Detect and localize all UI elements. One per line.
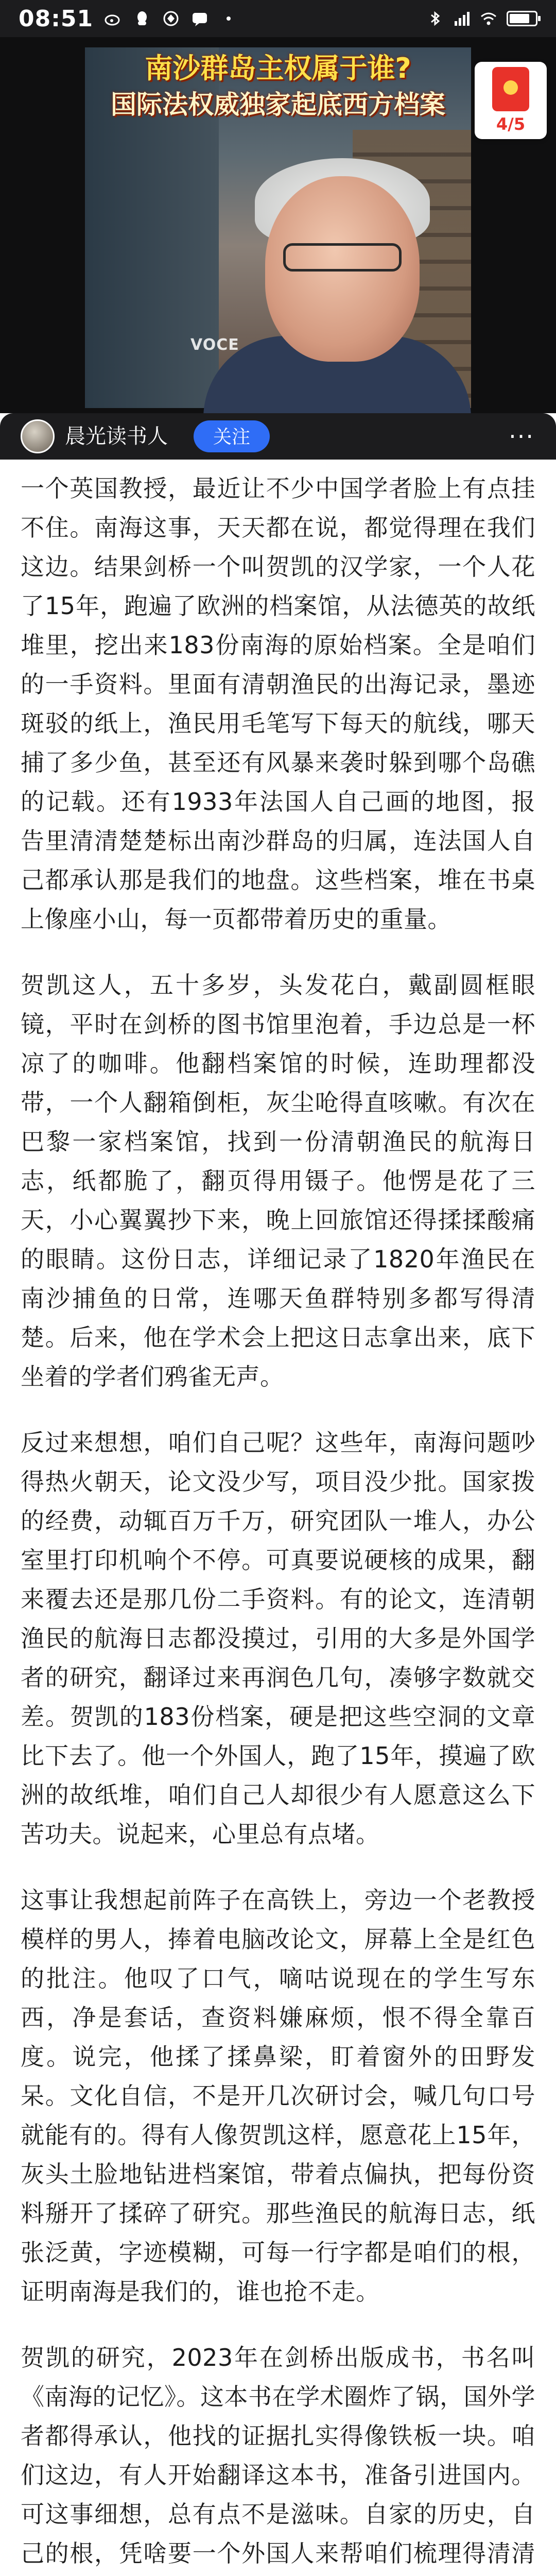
more-options-icon[interactable]: ··· (509, 422, 534, 450)
bluetooth-icon (426, 10, 444, 27)
status-bar (0, 0, 556, 37)
red-packet-widget[interactable] (475, 62, 547, 139)
signal-icon (453, 10, 471, 27)
paragraph: 贺凯这人，五十多岁，头发花白，戴副圆框眼镜，平时在剑桥的图书馆里泡着，手边总是一杯凉了的咖啡。他翻档案馆的时候，连助理都没带，一个人翻箱倒柜，灰尘呛得直咳嗽。有次在巴黎一家档案馆，找到一份清朝渔民的航海日志，纸都脆了，翻页得用镊子。他愣是花了三天，小心翼翼抄下来，晚上回旅馆还得揉揉酸痛的眼睛。这份日志，详细记录了1820年渔民在南沙捕鱼的日常，连哪天鱼群特别多都写得清楚。后来，他在学术会上把这日志拿出来，底下坐着的学者们鸦雀无声。 (21, 971, 535, 1391)
status-time: 08:51 (19, 5, 94, 32)
caption-line-1: 南沙群岛主权属于谁? (145, 52, 411, 84)
weibo-icon (105, 10, 122, 27)
follow-button[interactable]: 关注 (194, 420, 270, 452)
browser-icon (162, 10, 180, 27)
red-packet-icon (492, 67, 529, 111)
caption-line-2: 国际法权威独家起底西方档案 (111, 90, 445, 120)
battery-icon (507, 11, 537, 26)
wifi-icon (480, 10, 497, 27)
qq-icon (133, 10, 151, 27)
avatar[interactable] (21, 419, 55, 453)
paragraph: 贺凯的研究，2023年在剑桥出版成书，书名叫《南海的记忆》。这本书在学术圈炸了锅，国外学者都得承认，他找的证据扎实得像铁板一块。咱们这边，有人开始翻译这本书，准备引进国内。可这事细想，总有点不是滋味。自家的历史，自己的根，凭啥要一个外国人来帮咱们梳理得清清 (21, 2344, 535, 2567)
video-player[interactable] (0, 37, 556, 413)
paragraph: 这事让我想起前阵子在高铁上，旁边一个老教授模样的男人，捧着电脑改论文，屏幕上全是红色的批注。他叹了口气，嘀咕说现在的学生写东西，净是套话，查资料嫌麻烦，恨不得全靠百度。说完，他揉了揉鼻梁，盯着窗外的田野发呆。文化自信，不是开几次研讨会，喊几句口号就能有的。得有人像贺凯这样，愿意花上15年，灰头土脸地钻进档案馆，带着点偏执，把每份资料掰开了揉碎了研究。那些渔民的航海日志，纸张泛黄，字迹模糊，可每一行字都是咱们的根，证明南海是我们的，谁也抢不走。 (21, 1886, 535, 2306)
more-dot-icon (220, 10, 237, 27)
message-icon (191, 10, 208, 27)
article-body (21, 469, 535, 2576)
paragraph: 反过来想想，咱们自己呢？这些年，南海问题吵得热火朝天，论文没少写，项目没少批。国家拨的经费，动辄百万千万，研究团队一堆人，办公室里打印机响个不停。可真要说硬核的成果，翻来覆去还是那几份二手资料。有的论文，连清朝渔民的航海日志都没摸过，引用的大多是外国学者的研究，翻译过来再润色几句，凑够字数就交差。贺凯的183份档案，硬是把这些空洞的文章比下去了。他一个外国人，跑了15年，摸遍了欧洲的故纸堆，咱们自己人却很少有人愿意这么下苦功夫。说起来，心里总有点堵。 (21, 1429, 535, 1848)
red-packet-progress: 4/5 (496, 114, 526, 134)
channel-logo: VOCE (190, 336, 239, 354)
author-name[interactable]: 晨光读书人 (65, 425, 168, 448)
author-bar (0, 413, 556, 460)
paragraph: 一个英国教授，最近让不少中国学者脸上有点挂不住。南海这事，天天都在说，都觉得理在我们这边。结果剑桥一个叫贺凯的汉学家，一个人花了15年，跑遍了欧洲的档案馆，从法德英的故纸堆里，挖出来183份南海的原始档案。全是咱们的一手资料。里面有清朝渔民的出海记录，墨迹斑驳的纸上，渔民用毛笔写下每天的航线，哪天捕了多少鱼，甚至还有风暴来袭时躲到哪个岛礁的记载。还有1933年法国人自己画的地图，报告里清清楚楚标出南沙群岛的归属，连法国人自己都承认那是我们的地盘。这些档案，堆在书桌上像座小山，每一页都带着历史的重量。 (21, 474, 535, 933)
video-caption (0, 50, 556, 123)
